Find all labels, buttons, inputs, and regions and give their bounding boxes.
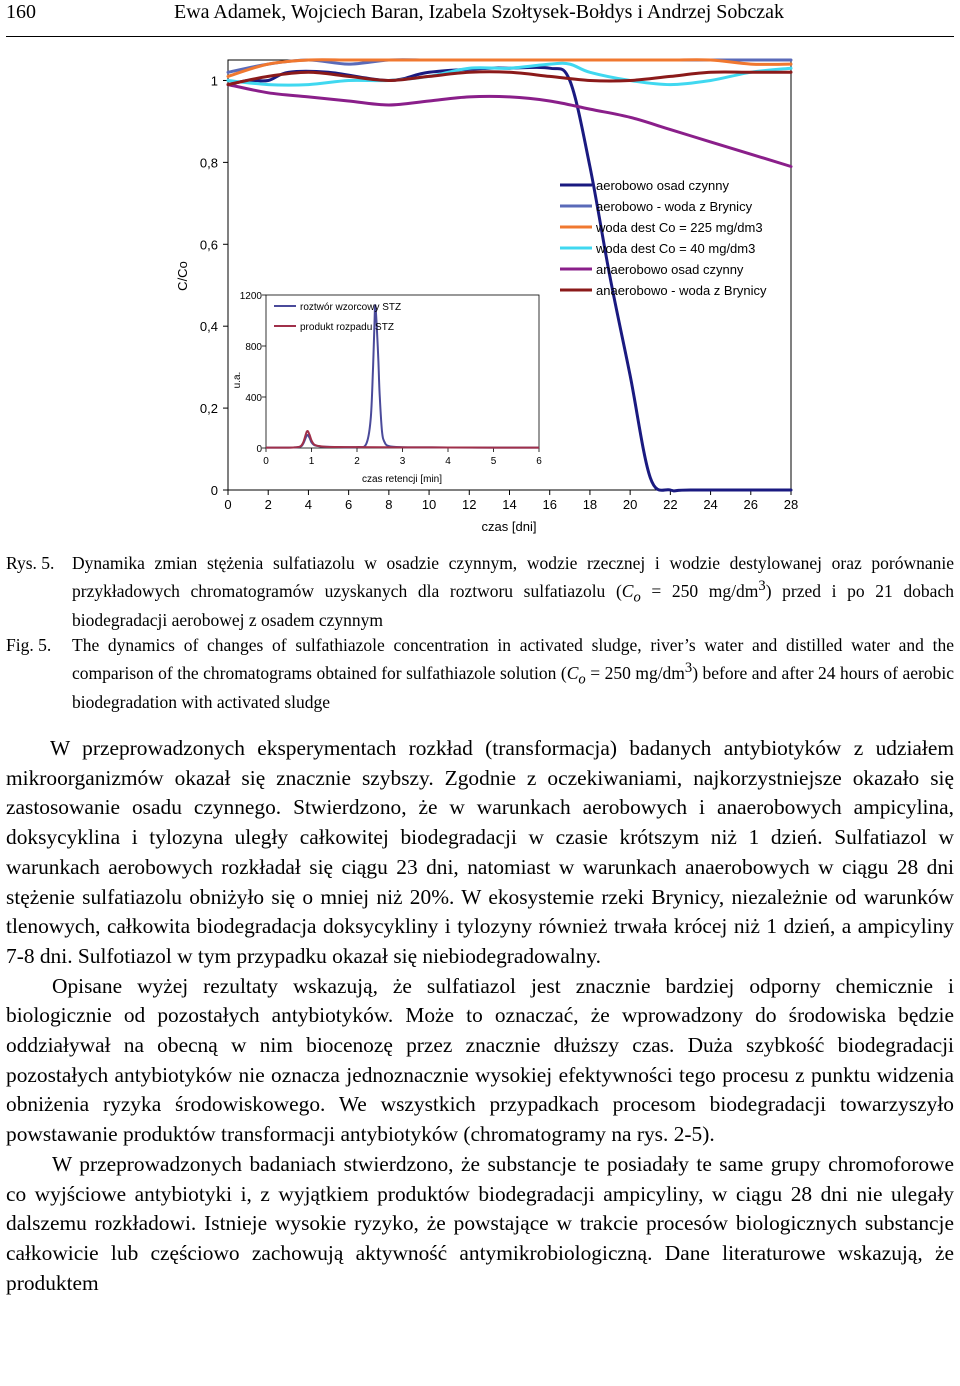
main-x-tick-label: 2 (264, 497, 272, 512)
main-x-tick-label: 18 (582, 497, 598, 512)
main-x-tick-label: 8 (385, 497, 393, 512)
running-head-authors: Ewa Adamek, Wojciech Baran, Izabela Szołtysek-Bołdys i Andrzej Sobczak (174, 1, 785, 23)
legend-label: woda dest Co = 225 mg/dm3 (596, 220, 763, 235)
legend-label: aerobowo - woda z Brynicy (596, 199, 753, 214)
series-line-6 (228, 72, 791, 85)
main-x-axis-label: czas [dni] (481, 519, 537, 534)
series-line-1 (228, 67, 791, 491)
inset-x-tick-label: 0 (263, 456, 269, 467)
figure-5-chart (0, 40, 960, 550)
caption-rys-label: Rys. 5. (6, 553, 55, 573)
main-x-tick-label: 12 (462, 497, 477, 512)
legend-label: anaerobowo osad czynny (596, 262, 744, 277)
page-header (6, 0, 954, 37)
legend-label: anaerobowo - woda z Brynicy (596, 283, 767, 298)
inset-x-tick-label: 1 (308, 456, 315, 467)
main-x-tick-label: 28 (783, 497, 799, 512)
body-text (6, 734, 954, 1298)
paragraph-2: Opisane wyżej rezultaty wskazują, że sulfatiazol jest znacznie bardziej odporny chemicznie i biologicznie od pozostałych antybiotyków. Może to oznaczać, że wprowadzony do środowiska będzie oddziaływał na obecną w nim biocenozę przez znacznie dłuższy czas. Duża szybkość biodegradacji pozostałych antybiotyków nie oznacza jednoznacznie wysokiej efektywności tego procesu z punktu widzenia obniżenia ryzyka środowiskowego. We wszystkich przypadkach procesom biodegradacji towarzyszyło powstawanie produktów transformacji antybiotyków (chromatogramy na rys. 2-5). (6, 973, 954, 1147)
inset-y-tick-label: 0 (256, 444, 262, 455)
inset-y-tick-label: 400 (245, 393, 262, 404)
main-x-tick-label: 6 (345, 497, 353, 512)
main-x-tick-label: 14 (502, 497, 517, 512)
main-y-tick-label: 0,6 (199, 237, 218, 253)
main-x-tick-label: 20 (622, 497, 638, 512)
inset-x-tick-label: 2 (354, 456, 360, 467)
main-y-tick-label: 0,8 (199, 155, 218, 171)
main-x-tick-label: 16 (542, 497, 557, 512)
main-x-tick-label: 26 (743, 497, 759, 512)
inset-plot-frame (266, 295, 539, 448)
main-x-tick-label: 4 (304, 497, 313, 512)
caption-fig-5 (6, 634, 954, 714)
main-y-tick-label: 0,4 (199, 319, 218, 335)
caption-rys-text: Dynamika zmian stężenia sulfatiazolu w osadzie czynnym, wodzie rzecznej i wodzie destylowanej oraz porównanie przykładowych chromatogramów uzyskanych dla roztworu sulfatiazolu ($C_o = 250$ $mg/dm^3$) przed i po 21 dobach biodegradacji aerobowej z osadem czynnym (72, 553, 954, 631)
main-x-tick-label: 10 (421, 497, 437, 512)
series-line-5 (228, 85, 791, 167)
legend-label: woda dest Co = 40 mg/dm3 (596, 241, 756, 256)
legend-label: aerobowo osad czynny (596, 178, 729, 193)
inset-x-tick-label: 3 (399, 456, 406, 467)
caption-fig-text: The dynamics of changes of sulfathiazole concentration in activated sludge, river’s water and distilled water and the comparison of the chromatograms obtained for sulfathiazole solution ($C_o = 250$ $mg/dm^3$) before and after 24 hours of aerobic biodegradation with activated sludge (72, 635, 954, 713)
inset-y-tick-label: 1200 (239, 291, 262, 302)
paragraph-1: W przeprowadzonych eksperymentach rozkład (transformacja) badanych antybiotyków z udziałem mikroorganizmów okazał się znacznie szybszy. Zgodnie z oczekiwaniami, najkorzystniejsze okazało się zastosowanie osadu czynnego. Stwierdzono, że w warunkach aerobowych i anaerobowych ampicylina, doksycyklina i tylozyna uległy całkowitej biodegradacji w czasie krótszym niż 1 dzień. Sulfatiazol w warunkach aerobowych rozkładał się ciągu 23 dni, natomiast w warunkach anaerobowych w ciągu 28 dni stężenie sulfatiazolu obniżyło się o mniej niż 20%. W ekosystemie rzeki Brynicy, niezależnie od warunków tlenowych, całkowita biodegradacja doksycykliny i tylozyny również trwała krócej niż 1 dzień, a ampicyliny 7-8 dni. Sulfotiazol w tym przypadku okazał się niebiodegradowalny. (6, 736, 954, 968)
caption-fig-label: Fig. 5. (6, 635, 52, 655)
page-number: 160 (6, 1, 36, 23)
main-x-tick-label: 24 (703, 497, 718, 512)
main-y-axis-label: C/Co (175, 261, 190, 291)
inset-y-axis-label: u.a. (232, 371, 243, 389)
inset-x-tick-label: 5 (490, 456, 497, 467)
main-y-tick-label: 0,2 (199, 401, 218, 417)
inset-x-tick-label: 6 (536, 456, 542, 467)
main-y-tick-label: 1 (210, 73, 218, 89)
inset-x-axis-label: czas retencji [min] (361, 474, 443, 485)
main-x-tick-label: 22 (663, 497, 678, 512)
inset-x-tick-label: 4 (445, 456, 451, 467)
series-line-4 (228, 63, 791, 85)
paragraph-3: W przeprowadzonych badaniach stwierdzono, że substancje te posiadały te same grupy chromoforowe co wyjściowe antybiotyki i, z wyjątkiem produktów biodegradacji ampicyliny, w ciągu 28 dni nie ulegały dalszemu rozkładowi. Istnieje wysokie ryzyko, że powstające w trakcie procesów biologicznych substancje całkowicie lub częściowo zachowują aktywność antymikrobiologiczną. Dane literaturowe wskazują, że produktem (6, 1151, 954, 1295)
caption-rys-5 (6, 552, 954, 632)
inset-legend-label: roztwór wzorcowy STZ (300, 302, 402, 313)
inset-series-line-2 (266, 431, 539, 448)
main-x-tick-label: 0 (224, 497, 232, 512)
main-y-tick-label: 0 (210, 483, 218, 498)
inset-y-tick-label: 800 (245, 342, 262, 353)
inset-legend-label: produkt rozpadu STZ (300, 322, 394, 333)
